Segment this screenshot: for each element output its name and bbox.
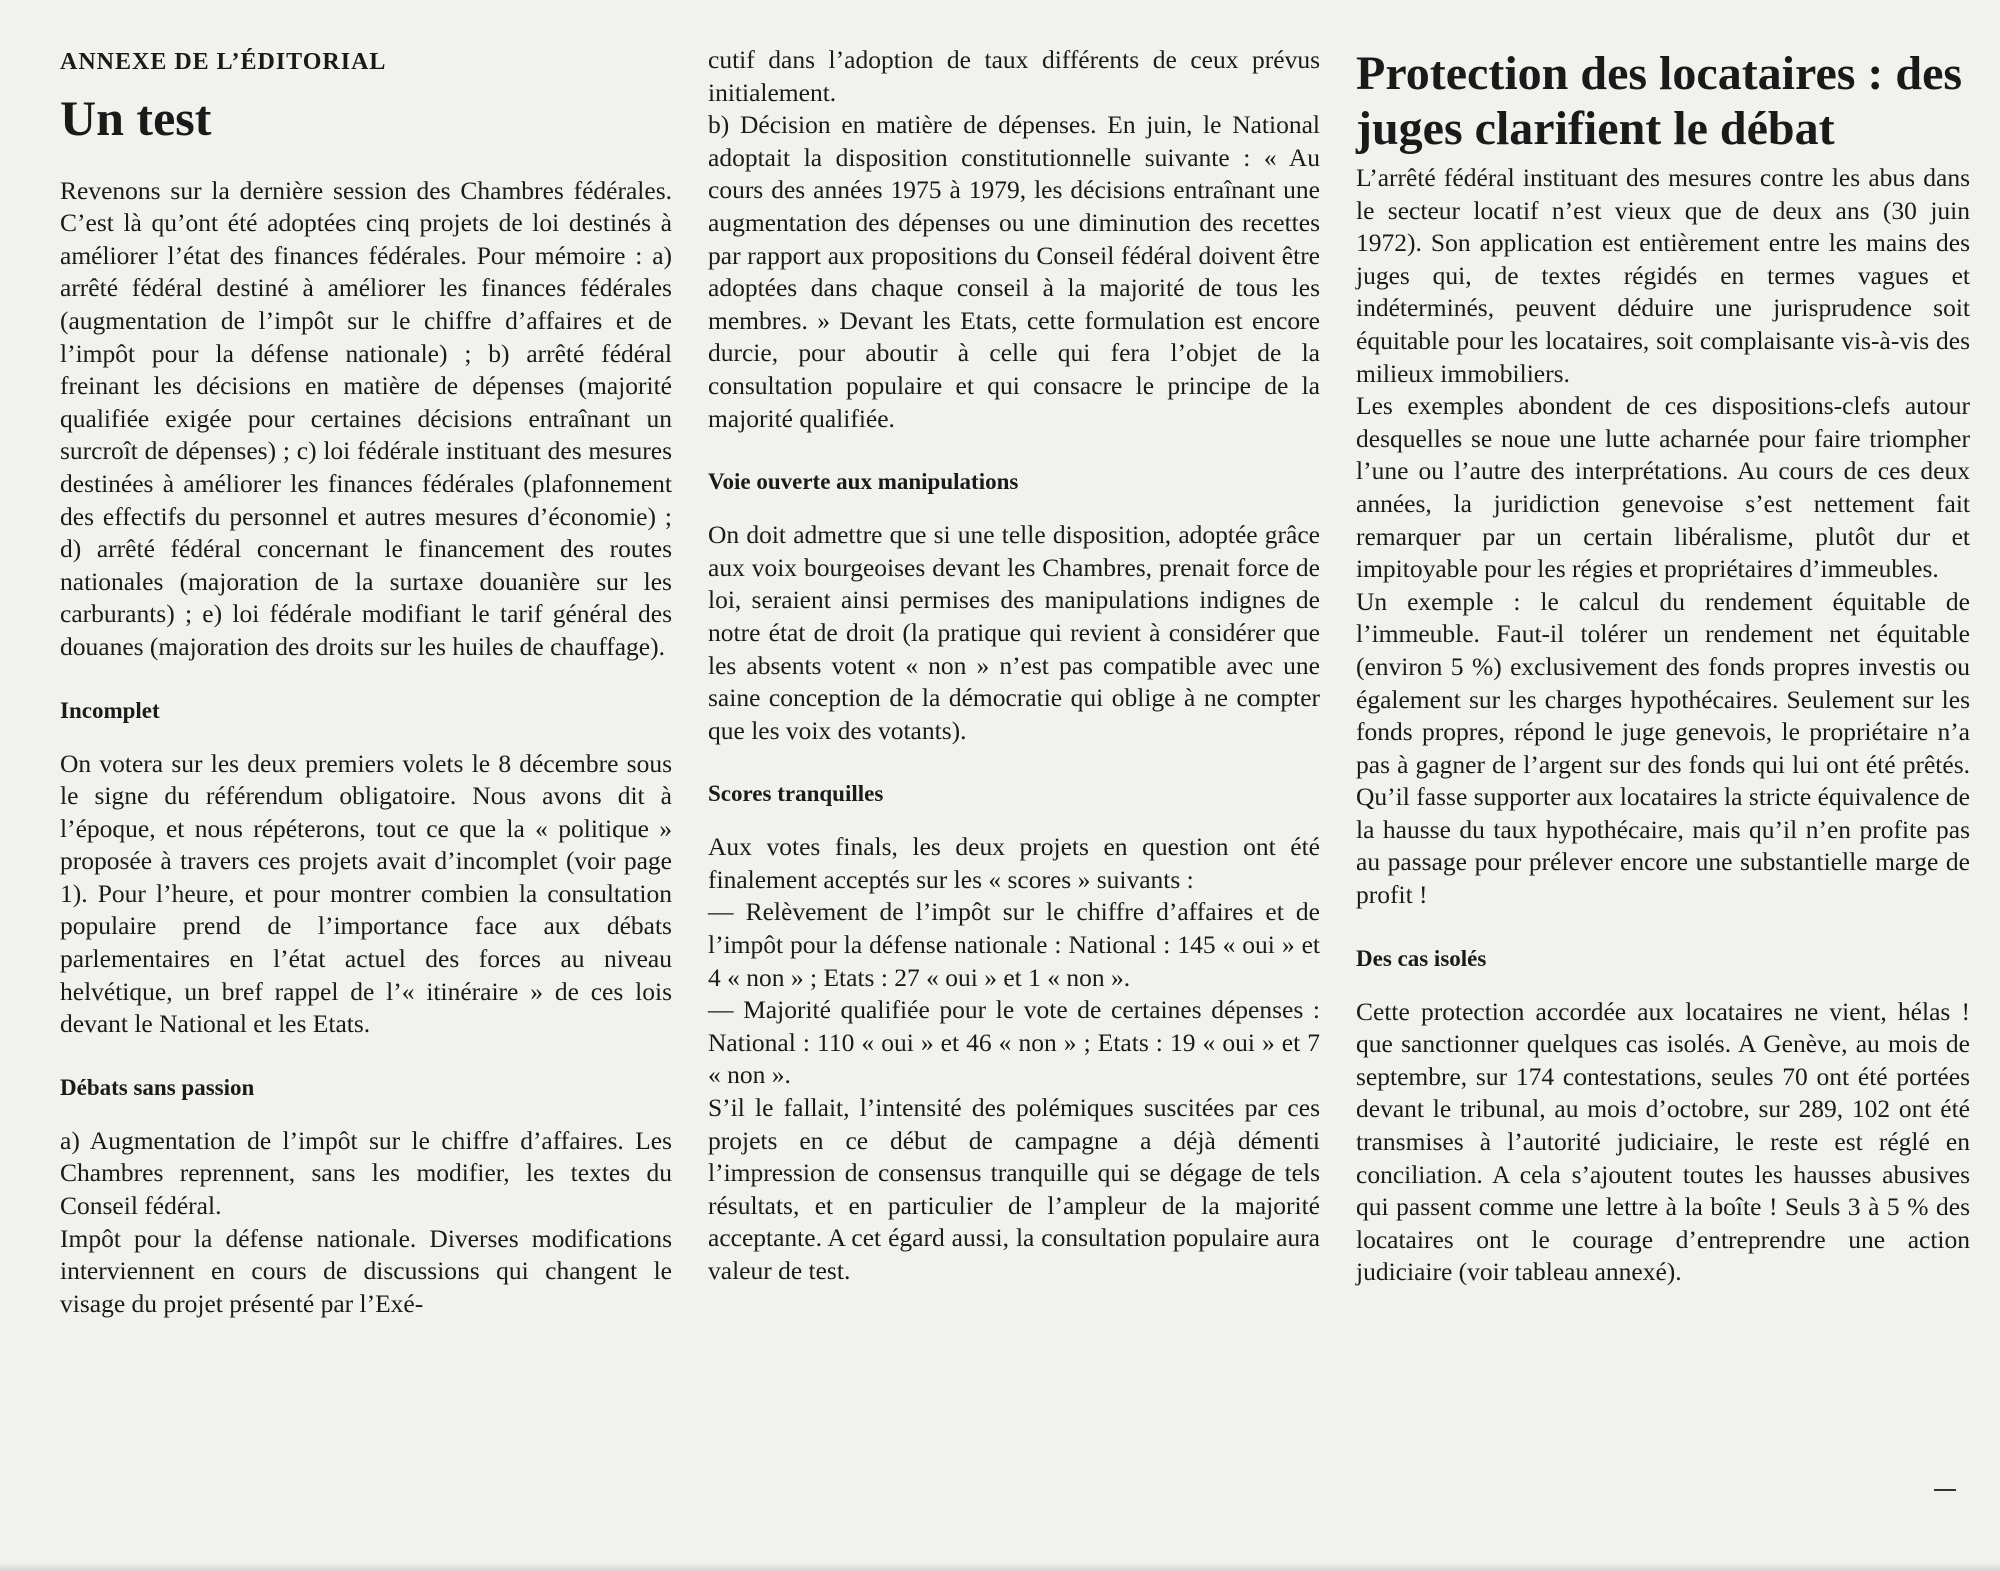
paragraph: Un exemple : le calcul du rendement équitable de l’immeuble. Faut-il tolérer un rendement net équitable (environ 5 %) exclusivement des fonds propres investis ou également sur les charges hypothécaires. Seulement sur les fonds propres, répond le juge genevois, le propriétaire n’a pas à gagner de l’argent sur des fonds qui lui ont été prêtés. Qu’il fasse supporter aux locataires la stricte équivalence de la hausse du taux hypothécaire, mais qu’il n’en profite pas au passage pour prélever encore une substantielle marge de profit !: [1356, 586, 1970, 910]
paragraph: L’arrêté fédéral instituant des mesures contre les abus dans le secteur locatif n’est vieux que de deux ans (30 juin 1972). Son application est entièrement entre les mains des juges qui, de textes régidés en termes vagues et indéterminés, peuvent déduire une jurisprudence soit équitable pour les locataires, soit complaisante vis-à-vis des milieux immobiliers.: [1356, 163, 1970, 388]
paragraph: On votera sur les deux premiers volets le 8 décembre sous le signe du référendum obligatoire. Nous avons dit à l’époque, et nous répéterons, tout ce que la « politique » proposée à travers ces projets avait d’incomplet (voir page 1). Pour l’heure, et pour montrer combien la consultation populaire prend de l’importance face aux débats parlementaires en l’état actuel des forces au niveau helvétique, un bref rappel de l’« itinéraire » de ces lois devant le National et les Etats.: [60, 748, 672, 1039]
paragraph: — Relèvement de l’impôt sur le chiffre d’affaires et de l’impôt pour la défense nationale : National : 145 « oui » et 4 « non » ; Etats : 27 « oui » et 1 « non ».: [708, 897, 1320, 992]
subheading: Voie ouverte aux manipulations: [708, 469, 1019, 495]
subheading: Débats sans passion: [60, 1074, 255, 1100]
column-tenant-protection: [1356, 46, 1970, 1289]
article-title: Un test: [60, 89, 212, 146]
subheading: Incomplet: [60, 697, 160, 723]
paragraph: Revenons sur la dernière session des Chambres fédérales. C’est là qu’ont été adoptées cinq projets de loi destinés à améliorer l’état des finances fédérales. Pour mémoire : a) arrêté fédéral destiné à améliorer les finances fédérales (augmentation de l’impôt sur le chiffre d’affaires et de l’impôt pour la défense nationale) ; b) arrêté fédéral freinant les décisions en matière de dépenses (majorité qualifiée exigée pour certaines décisions entraînant un surcroît de dépenses) ; c) loi fédérale instituant des mesures destinées à améliorer les finances fédérales (plafonnement des effectifs du personnel et autres mesures d’économie) ; d) arrêté fédéral concernant le financement des routes nationales (majoration de la surtaxe douanière sur les carburants) ; e) loi fédérale modifiant le tarif général des douanes (majoration des droits sur les huiles de chauffage).: [60, 175, 672, 661]
paragraph: Aux votes finals, les deux projets en question ont été finalement acceptés sur les « scores » suivants :: [708, 832, 1320, 894]
column-editorial-continued: [708, 44, 1320, 1288]
paragraph: S’il le fallait, l’intensité des polémiques suscitées par ces projets en ce début de campagne a déjà démenti l’impression de consensus tranquille qui se dégage de tels résultats, et en particulier de l’ampleur de la majorité acceptante. A cet égard aussi, la consultation populaire aura valeur de test.: [708, 1093, 1320, 1285]
section-kicker: ANNEXE DE L’ÉDITORIAL: [60, 49, 387, 75]
subheading: Des cas isolés: [1356, 945, 1487, 971]
paragraph: a) Augmentation de l’impôt sur le chiffre d’affaires. Les Chambres reprennent, sans les modifier, les textes du Conseil fédéral.: [60, 1125, 672, 1221]
paragraph: Cette protection accordée aux locataires ne vient, hélas ! que sanctionner quelques cas isolés. A Genève, au mois de septembre, sur 174 contestations, seules 70 ont été portées devant le tribunal, au mois d’octobre, sur 289, 102 ont été transmises à l’autorité judiciaire, le reste est réglé en conciliation. A cela s’ajoutent toutes les hausses abusives qui passent comme une lettre à la boîte ! Seuls 3 à 5 % des locataires ont le courage d’entreprendre une action judiciaire (voir tableau annexé).: [1356, 996, 1970, 1287]
paragraph: b) Décision en matière de dépenses. En juin, le National adoptait la disposition constitutionnelle suivante : « Au cours des années 1975 à 1979, les décisions entraînant une augmentation des dépenses ou une diminution des recettes par rapport aux propositions du Conseil fédéral doivent être adoptées dans chaque conseil à la majorité de tous les membres. » Devant les Etats, cette formulation est encore durcie, pour aboutir à celle qui fera l’objet de la consultation populaire et qui consacre le principe de la majorité qualifiée.: [708, 110, 1320, 433]
article-title: Protection des locataires : des juges clarifient le débat: [1356, 47, 1963, 155]
end-mark: [1934, 1489, 1956, 1491]
paragraph: — Majorité qualifiée pour le vote de certaines dépenses : National : 110 « oui » et 46 « non » ; Etats : 19 « oui » et 7 « non ».: [708, 995, 1320, 1090]
page-bottom-edge: [0, 1563, 2000, 1571]
paragraph: cutif dans l’adoption de taux différents de ceux prévus initialement.: [708, 45, 1320, 107]
paragraph: Impôt pour la défense nationale. Diverses modifications interviennent en cours de discussions qui changent le visage du projet présenté par l’Exé-: [60, 1223, 672, 1318]
paragraph: On doit admettre que si une telle disposition, adoptée grâce aux voix bourgeoises devant les Chambres, prenait force de loi, seraient ainsi permises des manipulations indignes de notre état de droit (la pratique qui revient à considérer que les absents votent « non » n’est pas compatible avec une saine conception de la démocratie qui oblige à ne compter que les voix des votants).: [708, 520, 1320, 745]
paragraph: Les exemples abondent de ces dispositions-clefs autour desquelles se noue une lutte acharnée pour faire triompher l’une ou l’autre des interprétations. Au cours de ces deux années, la juridiction genevoise s’est nettement fait remarquer par un certain libéralisme, plutôt dur et impitoyable pour les régies et propriétaires d’immeubles.: [1356, 391, 1970, 584]
column-editorial: [60, 40, 672, 1320]
subheading: Scores tranquilles: [708, 781, 884, 807]
